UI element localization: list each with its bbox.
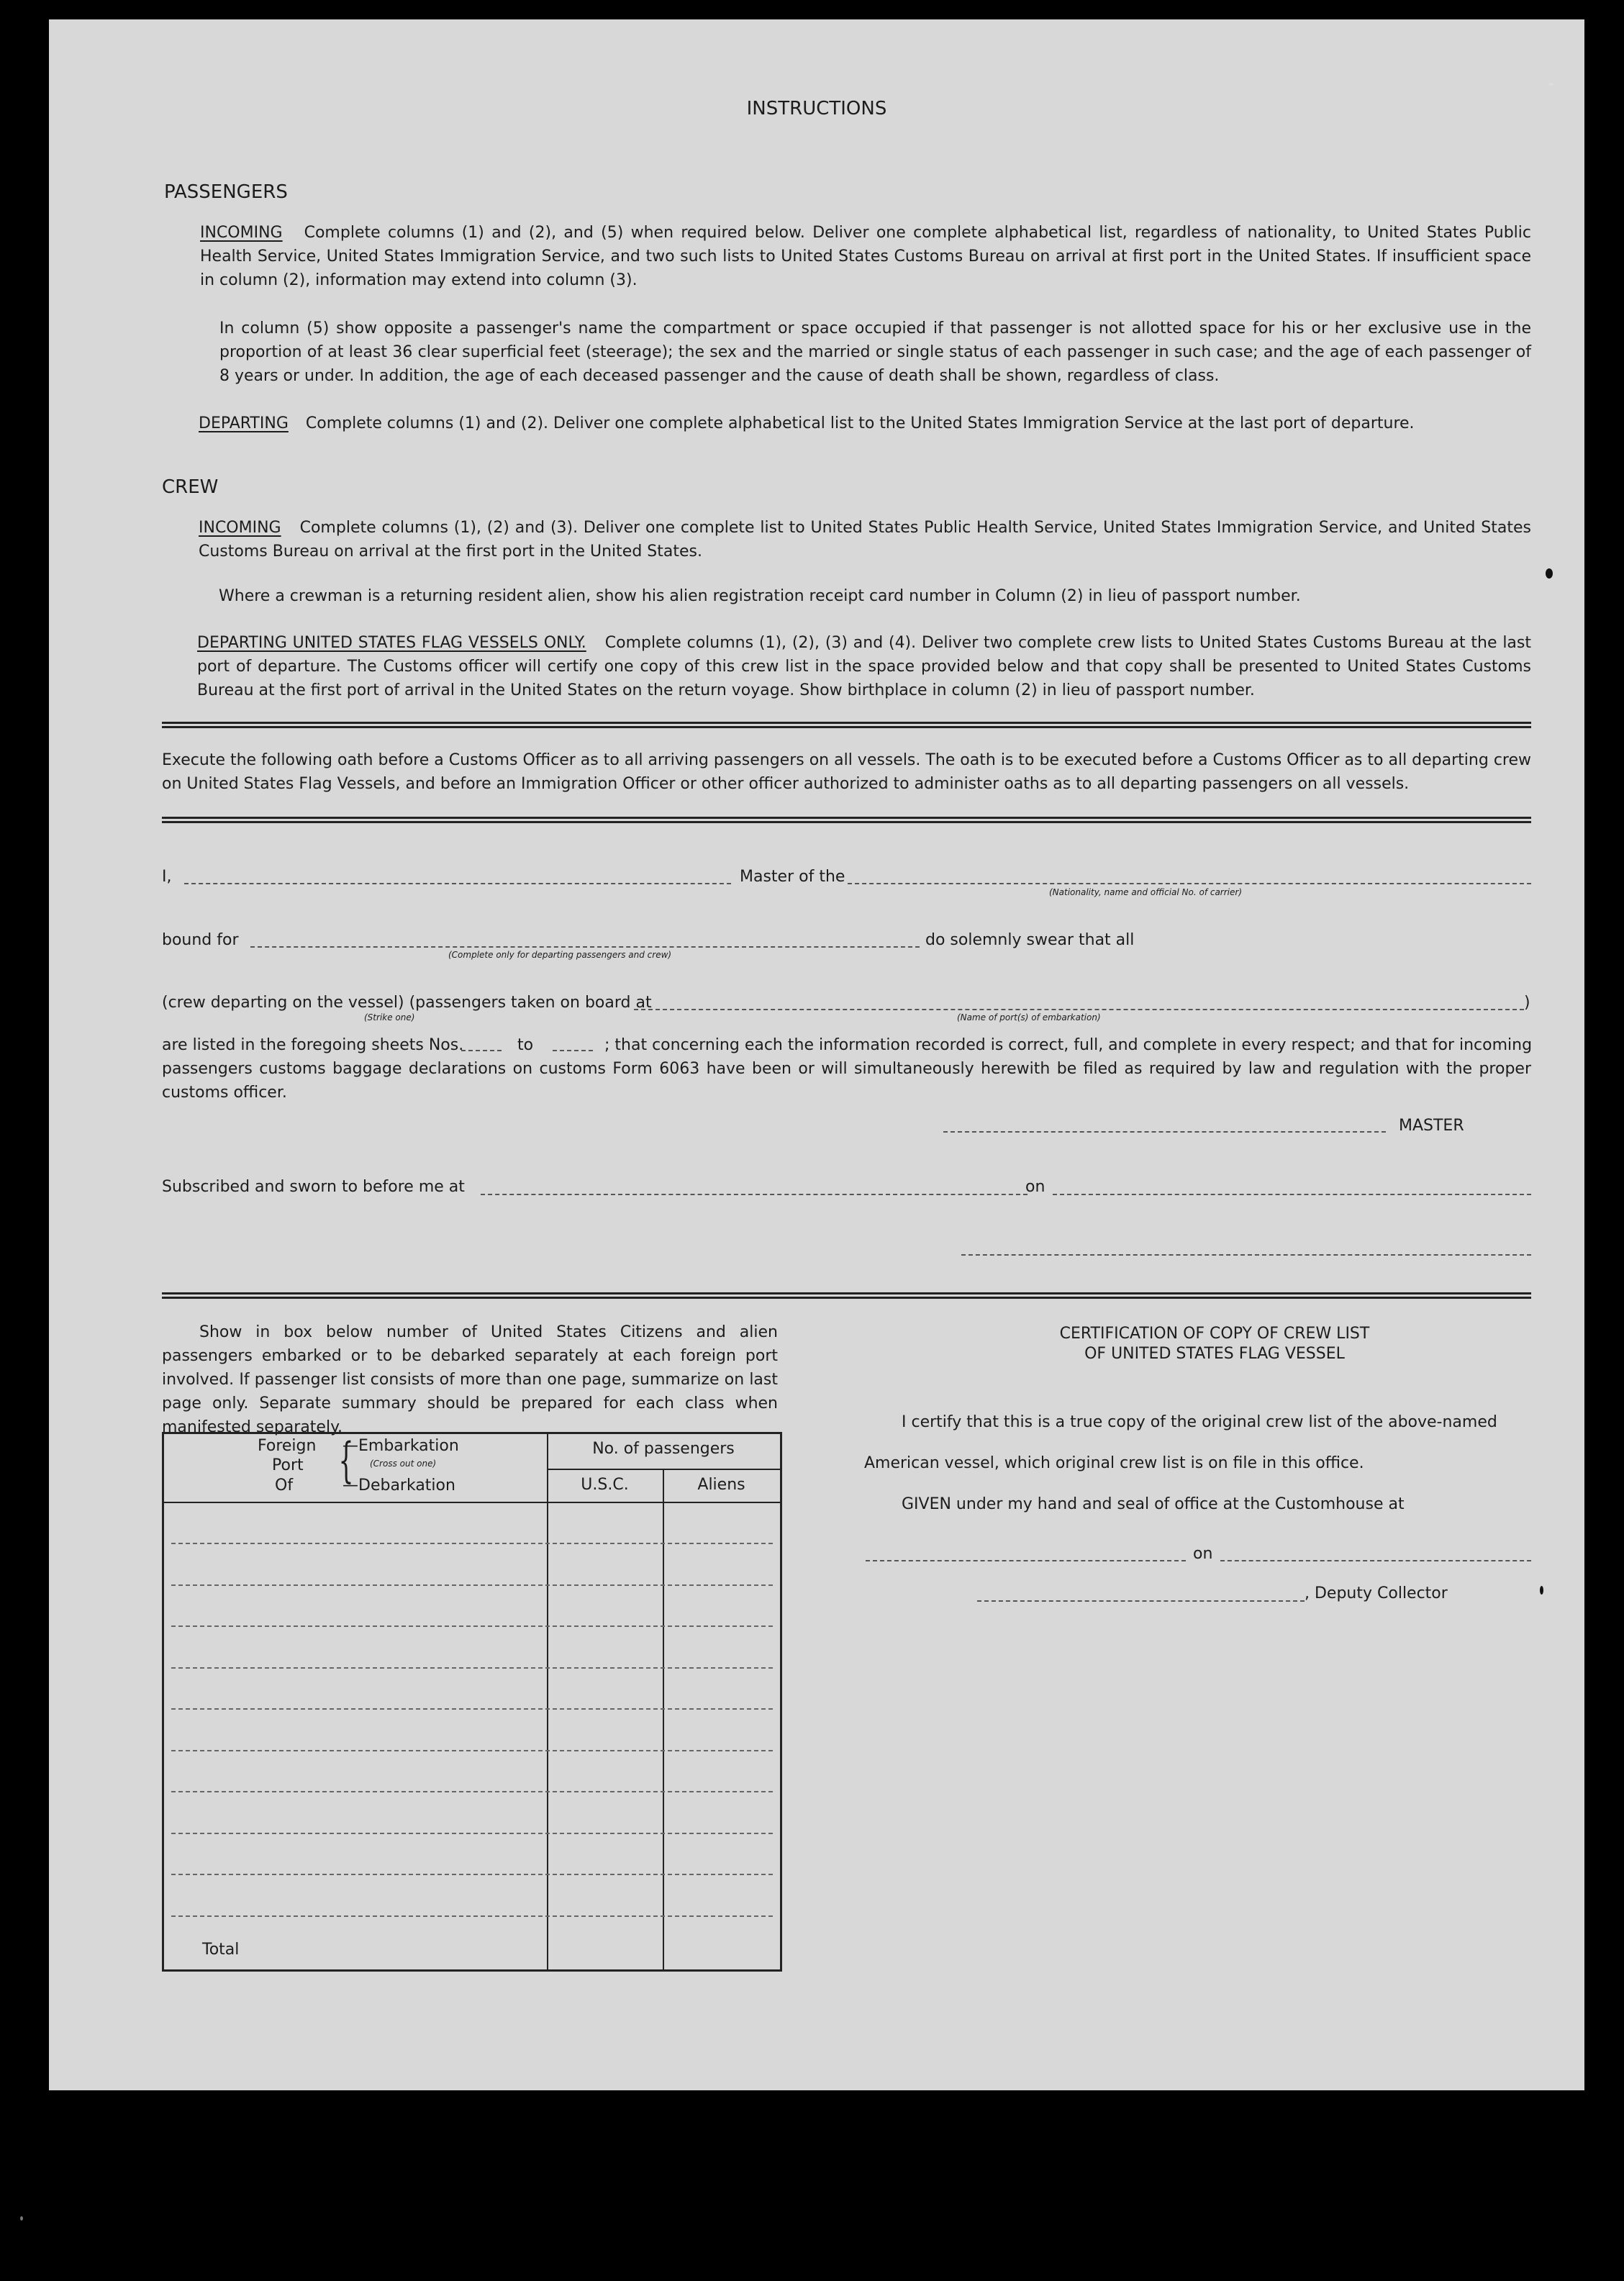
- passengers-heading: PASSENGERS: [164, 181, 288, 203]
- brace-glyph: {: [338, 1433, 354, 1488]
- page-title: INSTRUCTIONS: [746, 98, 887, 119]
- summary-instruction: Show in box below number of United States Citizens and alien passengers embarked or to be debarked separately at each foreign port involved. If passenger list consists of more than one page, summarize on last page only. Separate summary should be prepared for each class when manifested separately.: [162, 1323, 778, 1436]
- passengers-incoming-block: [200, 221, 1531, 292]
- bound-for-field[interactable]: [250, 946, 920, 948]
- passenger-summary-table: [162, 1432, 782, 1972]
- divider: [162, 817, 1531, 823]
- sworn-date-field[interactable]: [1053, 1194, 1531, 1195]
- scan-speck: [1546, 568, 1553, 579]
- listed-text-2: ; that concerning each the information recorded is correct, full, and complete in every respect; and that for incoming: [604, 1036, 1533, 1054]
- listed-text-rest: passengers customs baggage declarations on customs Form 6063 have been or will simultaneously herewith be filed as required by law and regulation with the proper customs officer.: [162, 1060, 1531, 1102]
- crew-departing-label: DEPARTING UNITED STATES FLAG VESSELS ONLY.: [197, 634, 586, 652]
- debarkation-label: —Debarkation: [343, 1477, 455, 1495]
- certify-text-2: American vessel, which original crew list is on file in this office.: [864, 1454, 1364, 1472]
- crew-alien-text: Where a crewman is a returning resident alien, show his alien registration receipt card number in Column (2) in lieu of passport number.: [219, 587, 1301, 605]
- crew-departing-text: Complete columns (1), (2), (3) and (4). Deliver two complete crew lists to United States Customs Bureau at the last port of departure. The Customs officer will certify one copy of this crew list in the space provided below and that copy shall be presented to United States Customs Bureau at the first port of arrival in the United States on the return voyage. Show birthplace in column (2) in lieu of passport number.: [197, 634, 1531, 699]
- oath-instruction: Execute the following oath before a Customs Officer as to all arriving passengers on all vessels. The oath is to be executed before a Customs Officer as to all departing crew on United States Flag Vessels, and before an Immigration Officer or other officer authorized to administer oaths as to all departing passengers on all vessels.: [162, 751, 1531, 793]
- crew-departing-block: [197, 631, 1531, 702]
- scan-speck: [20, 2216, 23, 2221]
- of-label: Of: [275, 1477, 294, 1495]
- foreign-label: Foreign: [258, 1437, 317, 1455]
- scan-speck: [1548, 83, 1553, 86]
- port-label: Port: [272, 1456, 304, 1474]
- passengers-incoming-text: Complete columns (1) and (2), and (5) when required below. Deliver one complete alphabetical list, regardless of nationality, to United States Public Health Service, United States Immigration Service, and two such lists to United States Customs Bureau on arrival at first port in the United States. If insufficient space in column (2), information may extend into column (3).: [200, 224, 1531, 289]
- carrier-note: (Nationality, name and official No. of carrier): [1049, 887, 1243, 897]
- ports-note: (Name of port(s) of embarkation): [957, 1012, 1101, 1022]
- form-sheet: [49, 19, 1584, 2090]
- certification-heading-1: CERTIFICATION OF COPY OF CREW LIST: [1059, 1325, 1370, 1343]
- master-signature-field[interactable]: [943, 1131, 1386, 1133]
- swear-text: do solemnly swear that all: [925, 931, 1135, 949]
- master-of-label: Master of the: [740, 868, 845, 886]
- crew-incoming-label: INCOMING: [199, 519, 281, 537]
- sheet-to-field[interactable]: [553, 1050, 593, 1051]
- port-embarkation-field[interactable]: [634, 1009, 1524, 1010]
- strike-one-note: (Strike one): [364, 1012, 415, 1022]
- table-row[interactable]: [171, 1874, 773, 1875]
- subscribed-label: Subscribed and sworn to before me at: [162, 1178, 465, 1196]
- sworn-on-label: on: [1025, 1178, 1045, 1196]
- close-paren: ): [1524, 994, 1530, 1012]
- divider: [162, 722, 1531, 728]
- master-label: MASTER: [1399, 1117, 1464, 1135]
- customhouse-field[interactable]: [866, 1560, 1186, 1561]
- officer-signature-field[interactable]: [961, 1254, 1531, 1256]
- total-label: Total: [202, 1941, 240, 1959]
- passengers-incoming-label: INCOMING: [200, 224, 283, 242]
- embarkation-label: —Embarkation: [343, 1437, 459, 1455]
- passengers-departing-block: [199, 412, 1537, 435]
- crew-departing-text: (crew departing on the vessel) (passengers taken on board at: [162, 994, 652, 1012]
- crew-heading: CREW: [162, 476, 219, 498]
- deputy-signature-field[interactable]: [977, 1600, 1305, 1602]
- bound-note: (Complete only for departing passengers and crew): [448, 950, 672, 960]
- divider: [162, 1292, 1531, 1299]
- table-row[interactable]: [171, 1833, 773, 1834]
- oath-i-label: I,: [162, 868, 172, 886]
- given-text: GIVEN under my hand and seal of office at the Customhouse at: [902, 1495, 1405, 1513]
- no-of-passengers-header: No. of passengers: [592, 1440, 735, 1458]
- table-row[interactable]: [171, 1543, 773, 1544]
- carrier-field[interactable]: [848, 883, 1531, 884]
- certify-text-1: I certify that this is a true copy of the original crew list of the above-named: [902, 1413, 1497, 1431]
- passengers-departing-label: DEPARTING: [199, 414, 289, 432]
- scan-speck: [1540, 1586, 1543, 1595]
- crew-incoming-text: Complete columns (1), (2) and (3). Deliver one complete list to United States Public Health Service, United States Immigration Service, and United States Customs Bureau on arrival at the first port in the United States.: [199, 519, 1531, 561]
- table-row[interactable]: [171, 1791, 773, 1792]
- aliens-header: Aliens: [697, 1476, 745, 1494]
- certification-on-label: on: [1193, 1545, 1213, 1563]
- passengers-departing-text: Complete columns (1) and (2). Deliver one complete alphabetical list to the United States Immigration Service at the last port of departure.: [305, 414, 1415, 432]
- listed-to: to: [517, 1036, 534, 1054]
- header-divider: [162, 1502, 780, 1503]
- sworn-place-field[interactable]: [481, 1194, 1028, 1195]
- usc-header: U.S.C.: [581, 1476, 629, 1494]
- listed-text-1: are listed in the foregoing sheets Nos.: [162, 1036, 464, 1054]
- certification-date-field[interactable]: [1220, 1560, 1531, 1561]
- table-row[interactable]: [171, 1584, 773, 1586]
- bound-for-label: bound for: [162, 931, 239, 949]
- column-divider: [547, 1432, 548, 1969]
- sheet-from-field[interactable]: [461, 1050, 502, 1051]
- table-row[interactable]: [171, 1915, 773, 1917]
- master-name-field[interactable]: [184, 883, 731, 884]
- certification-heading-2: OF UNITED STATES FLAG VESSEL: [1084, 1345, 1345, 1363]
- passengers-column5-text: In column (5) show opposite a passenger's name the compartment or space occupied if that passenger is not allotted space for his or her exclusive use in the proportion of at least 36 clear superficial feet (steerage); the sex and the married or single status of each passenger in such case; and the age of each passenger of 8 years or under. In addition, the age of each deceased passenger and the cause of death shall be shown, regardless of class.: [219, 319, 1531, 385]
- table-row[interactable]: [171, 1708, 773, 1710]
- table-row[interactable]: [171, 1750, 773, 1751]
- header-divider: [547, 1469, 780, 1470]
- cross-out-note: (Cross out one): [370, 1459, 437, 1469]
- crew-incoming-block: [199, 516, 1531, 563]
- deputy-collector-label: , Deputy Collector: [1305, 1584, 1448, 1602]
- table-row[interactable]: [171, 1667, 773, 1669]
- table-row[interactable]: [171, 1625, 773, 1627]
